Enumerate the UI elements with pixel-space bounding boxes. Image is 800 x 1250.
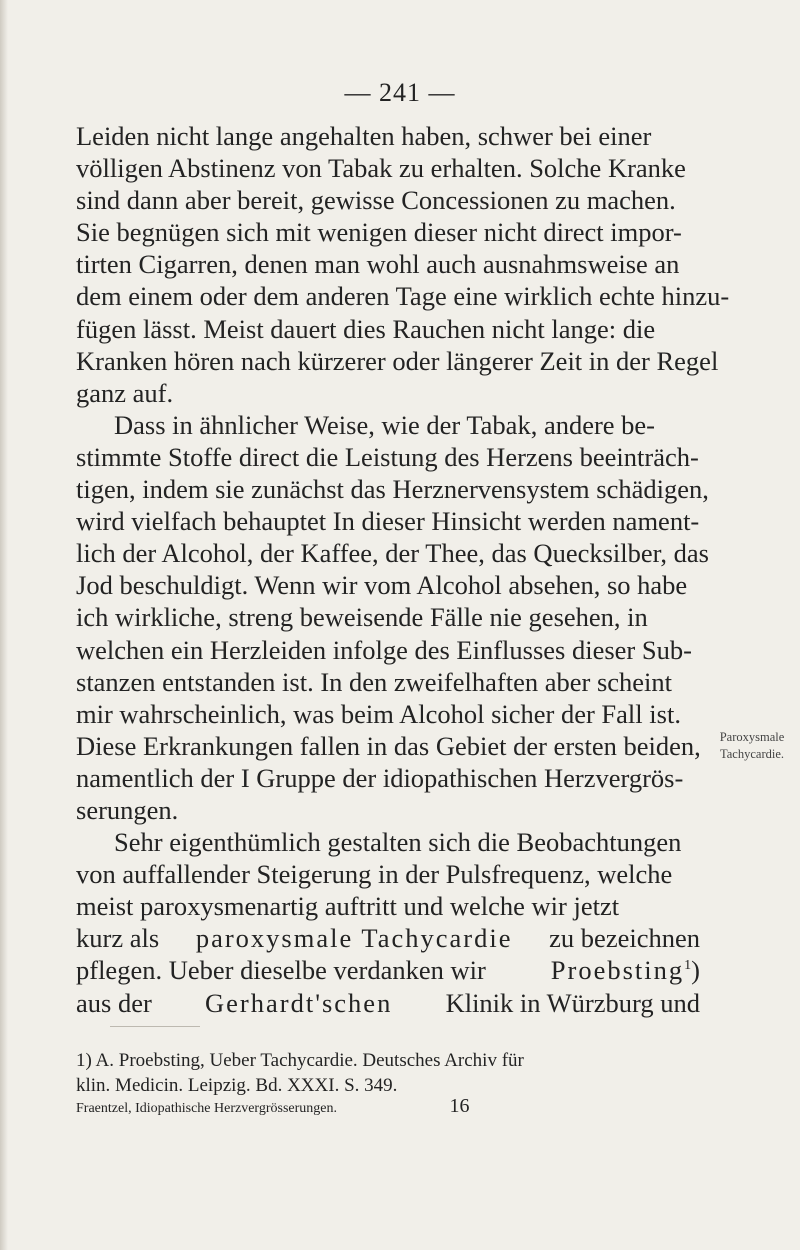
text-line: Dass in ähnlicher Weise, wie der Tabak, andere be- bbox=[114, 409, 656, 440]
text-line: Diese Erkrankungen fallen in das Gebiet der ersten beiden, bbox=[76, 730, 701, 761]
text-line: tirten Cigarren, denen man wohl auch ausnahmsweise an bbox=[76, 249, 680, 280]
text-line: ganz auf. bbox=[76, 377, 174, 408]
text-line: serungen. bbox=[76, 794, 179, 825]
text-line: völligen Abstinenz von Tabak zu erhalten. Solche Kranke bbox=[76, 153, 686, 184]
text-fragment: zu bezeichnen bbox=[549, 923, 700, 954]
text-line: von auffallender Steigerung in der Pulsfrequenz, welche bbox=[76, 859, 673, 890]
text-fragment: aus der bbox=[76, 987, 152, 1018]
sheet-number: 16 bbox=[449, 1095, 470, 1117]
page-binding-edge bbox=[0, 0, 8, 1250]
text-line: Jod beschuldigt. Wenn wir vom Alcohol absehen, so habe bbox=[76, 570, 688, 601]
emphasized-term: paroxysmale Tachycardie bbox=[195, 923, 513, 954]
text-line: Leiden nicht lange angehalten haben, schwer bei einer bbox=[76, 121, 652, 151]
text-line bbox=[76, 954, 700, 986]
page-number-header: — 241 — bbox=[344, 78, 456, 107]
text-line: ich wirkliche, streng beweisende Fälle nie gesehen, in bbox=[76, 602, 648, 633]
text-line: Sie begnügen sich mit wenigen dieser nicht direct impor- bbox=[76, 217, 682, 248]
text-line: lich der Alcohol, der Kaffee, der Thee, das Quecksilber, das bbox=[76, 538, 709, 569]
footnote-line: klin. Medicin. Leipzig. Bd. XXXI. S. 349. bbox=[76, 1075, 398, 1096]
text-line bbox=[76, 922, 700, 954]
margin-note-line: Tachycardie. bbox=[719, 747, 784, 761]
text-fragment: ) bbox=[691, 955, 700, 986]
body-text bbox=[76, 120, 730, 1019]
text-fragment: Klinik in Würzburg und bbox=[445, 987, 700, 1018]
text-line: stimmte Stoffe direct die Leistung des Herzens beeinträch- bbox=[76, 441, 699, 472]
text-line: stanzen entstanden ist. In den zweifelhaften aber scheint bbox=[76, 666, 673, 697]
author-name: Gerhardt'schen bbox=[205, 987, 393, 1018]
author-name-text: Proebsting bbox=[550, 955, 685, 986]
text-line bbox=[76, 987, 700, 1019]
text-line: Kranken hören nach kürzerer oder längerer Zeit in der Regel bbox=[76, 345, 719, 376]
text-line: wird vielfach behauptet In dieser Hinsicht werden nament- bbox=[76, 506, 700, 537]
margin-note bbox=[706, 729, 798, 763]
footnote-divider bbox=[110, 1026, 200, 1027]
text-line: welchen ein Herzleiden infolge des Einflusses dieser Sub- bbox=[76, 634, 692, 665]
text-line: tigen, indem sie zunächst das Herznervensystem schädigen, bbox=[76, 474, 709, 505]
author-name bbox=[551, 954, 700, 986]
footnote-marker: 1 bbox=[684, 958, 692, 974]
text-fragment: kurz als bbox=[76, 923, 160, 954]
text-line: namentlich der I Gruppe der idiopathischen Herzvergrös- bbox=[76, 762, 684, 793]
margin-note-line: Paroxysmale bbox=[719, 730, 785, 744]
text-fragment: pflegen. Ueber dieselbe verdanken wir bbox=[76, 955, 486, 986]
text-line: meist paroxysmenartig auftritt und welche wir jetzt bbox=[76, 891, 620, 922]
text-line: mir wahrscheinlich, was beim Alcohol sicher der Fall ist. bbox=[76, 698, 681, 729]
printer-signature-line bbox=[76, 1095, 702, 1118]
footnote bbox=[76, 1048, 702, 1098]
signature-text: Fraentzel, Idiopathische Herzvergrösserungen. bbox=[76, 1101, 337, 1116]
text-line: Sehr eigenthümlich gestalten sich die Beobachtungen bbox=[114, 827, 682, 858]
text-line: sind dann aber bereit, gewisse Concessionen zu machen. bbox=[76, 185, 676, 216]
text-line: fügen lässt. Meist dauert dies Rauchen nicht lange: die bbox=[76, 313, 656, 344]
footnote-line: 1) A. Proebsting, Ueber Tachycardie. Deutsches Archiv für bbox=[76, 1050, 524, 1071]
text-line: dem einem oder dem anderen Tage eine wirklich echte hinzu- bbox=[76, 281, 730, 312]
